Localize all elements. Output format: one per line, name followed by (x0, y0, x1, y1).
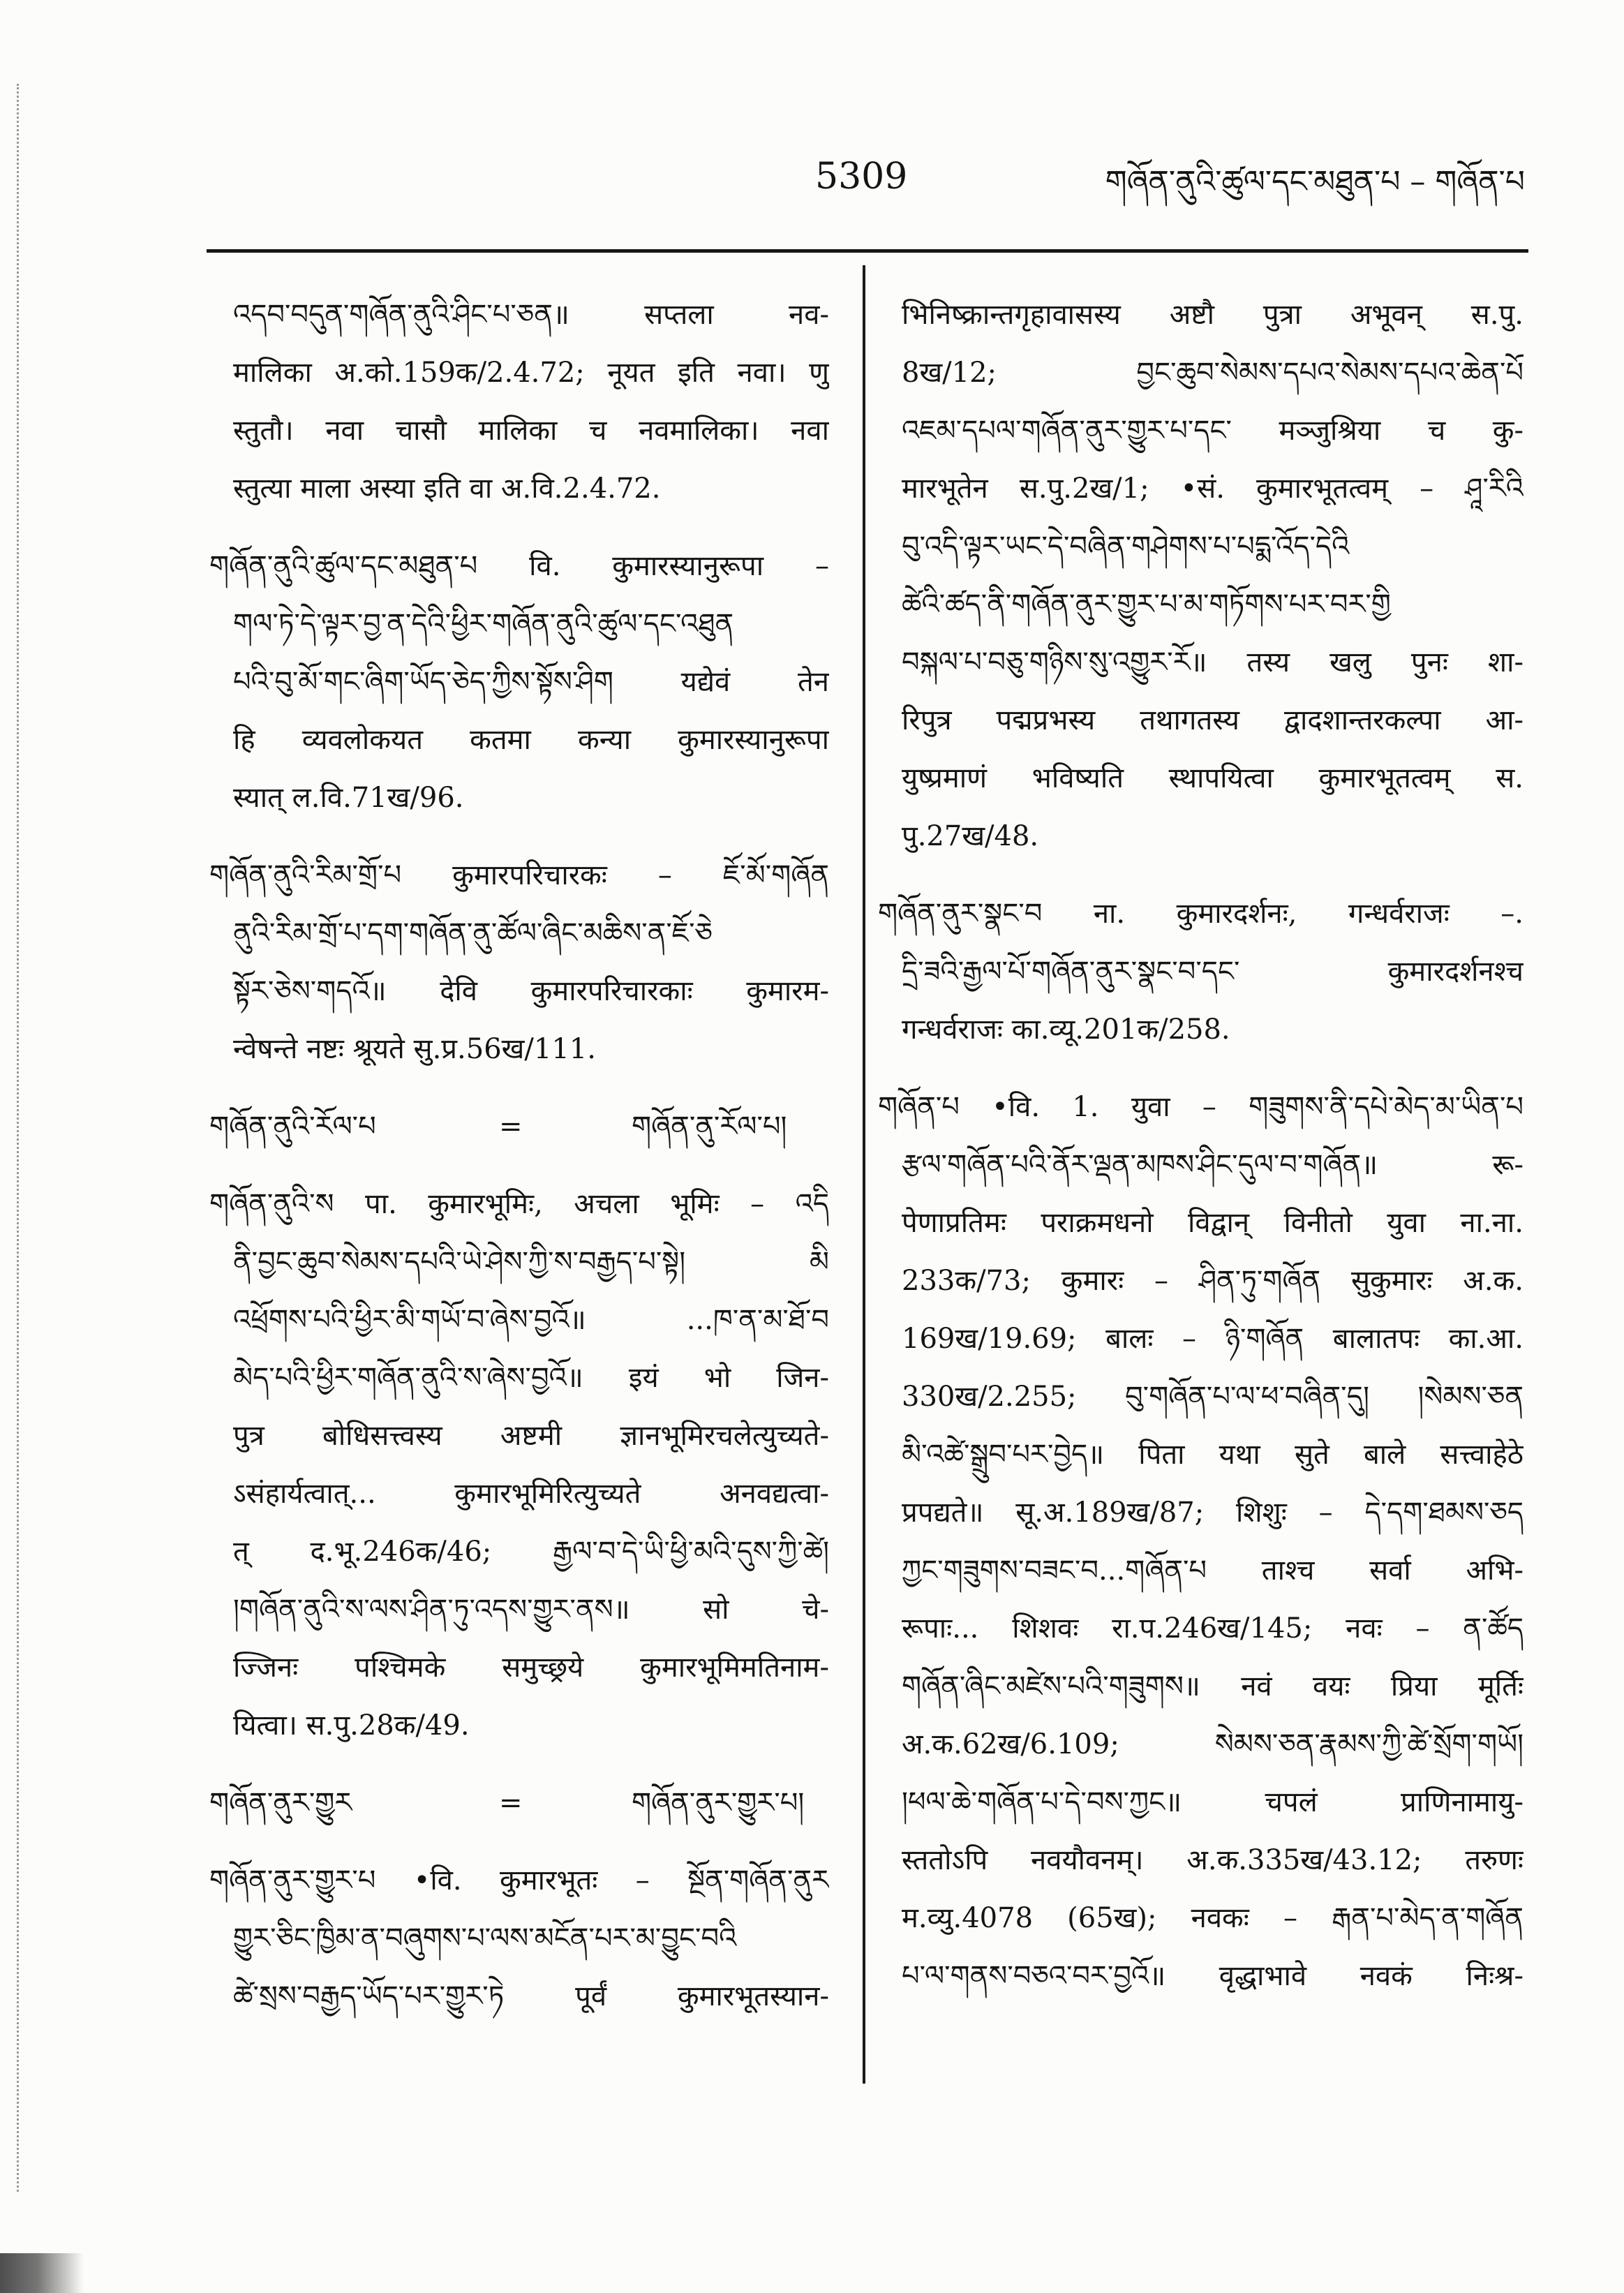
running-head: གཞོན་ནུའི་ཚུལ་དང་མཐུན་པ – གཞོན་པ (1105, 164, 1525, 200)
xref-equals-sign: = (499, 1111, 523, 1143)
entry-text-line: ནུའི་རིམ་གྲོ་པ་དག་གཞོན་ནུ་ཚོལ་ཞིང་མཆིས་ན་ཇོ་ཅེ (233, 917, 713, 949)
dictionary-entry-continued (209, 286, 829, 518)
entry-text-line: དྲི་ཟའི་རྒྱལ་པོ་གཞོན་ནུར་སྣང་བ་དང་ कुमारदर्शनश्च (902, 956, 1524, 988)
dictionary-entry (209, 1175, 829, 1755)
entry-text-line: स्तुत्या माला अस्या इति वा अ.वि.2.4.72. (233, 473, 661, 505)
entry-text-line: 8ख/12; བྱང་ཆུབ་སེམས་དཔའ་སེམས་དཔའ་ཆེན་པོ (902, 357, 1524, 389)
entry-text-line: སྟོར་ཅེས་གདའོ॥ देवि कुमारपरिचारकाः कुमारम- (233, 975, 829, 1007)
cross-reference-entry (209, 1098, 829, 1156)
entry-text-line: གྱུར་ཅིང་ཁྱིམ་ན་བཞུགས་པ་ལས་མངོན་པར་མ་བྱུང་བའི (233, 1922, 737, 1954)
entry-text-line: ज्जिनः पश्चिमके समुच्छ्रये कुमारभूमिमतिनाम- (233, 1652, 829, 1684)
entry-text-line: पु.27ख/48. (902, 820, 1039, 852)
entry-text-line: ཀྱང་གཟུགས་བཟང་བ...གཞོན་པ ताश्च सर्वा अभि- (902, 1554, 1524, 1587)
xref-target: གཞོན་ནུ་རོལ་པ། (632, 1111, 787, 1143)
entry-text-line: रिपुत्र पद्मप्रभस्य तथागतस्य द्वादशान्तरकल्पा आ- (902, 704, 1524, 736)
entry-text-line: འཇམ་དཔལ་གཞོན་ནུར་གྱུར་པ་དང་ मञ्जुश्रिया च कु- (902, 415, 1524, 447)
entry-headword-line: གཞོན་ནུའི་རིམ་གྲོ་པ कुमारपरिचारकः – ཇོ་མོ་གཞོན (209, 859, 829, 891)
entry-text-line: हि व्यवलोकयत कतमा कन्या कुमारस्यानुरूपा (233, 724, 829, 756)
entry-text-line: प्रपद्यते॥ सू.अ.189ख/87; शिशुः – དེ་དག་ཐམས་ཅད (902, 1497, 1524, 1529)
entry-text-line: अ.क.62ख/6.109; སེམས་ཅན་རྣམས་ཀྱི་ཚེ་སྲོག་གཡོ། (902, 1728, 1524, 1760)
entry-text-line: །གཞོན་ནུའི་ས་ལས་ཤིན་ཏུ་འདས་གྱུར་ནས॥ सो चे- (233, 1594, 829, 1626)
entry-text-line: པའི་བུ་མོ་གང་ཞིག་ཡོད་ཅེད་ཀྱིས་སྟོས་ཤིག यद्येवं तेन (233, 666, 829, 698)
entry-headword-line: གཞོན་ནུར་གྱུར་པ •वि. कुमारभूतः – སྔོན་གཞོན་ནུར (209, 1864, 829, 1897)
entry-text-line: स्यात् ल.वि.71ख/96. (233, 782, 464, 814)
entry-text-line: म.व्यु.4078 (65ख); नवकः – རྒན་པ་མེད་ན་གཞོན (902, 1902, 1524, 1934)
entry-text-line: གཞོན་ཞིང་མཛེས་པའི་གཟུགས॥ नवं वयः प्रिया मूर्तिः (902, 1670, 1524, 1702)
scan-edge-mark (17, 84, 19, 2192)
left-column (209, 286, 829, 2101)
dictionary-entry (209, 1852, 829, 2026)
entry-text-line: 330ख/2.255; བུ་གཞོན་པ་ལ་ཕ་བཞིན་དུ། །སེམས་ཅན (902, 1381, 1524, 1413)
dictionary-entry-continued (878, 286, 1524, 866)
cross-reference-entry (209, 1774, 829, 1832)
entry-text-line: पुत्र बोधिसत्त्वस्य अष्टमी ज्ञानभूमिरचलेत्युच्यते- (233, 1420, 829, 1452)
entry-text-line: युष्प्रमाणं भविष्यति स्थापयित्वा कुमारभूतत्वम् स. (902, 762, 1524, 794)
xref-headword: གཞོན་ནུའི་རོལ་པ (209, 1111, 376, 1143)
entry-text-line: पेणाप्रतिमः पराक्रमधनो विद्वान् विनीतो युवा ना.ना. (902, 1207, 1524, 1239)
entry-text-line: यित्वा। स.पु.28क/49. (233, 1709, 470, 1742)
entry-text-line: བུ་འདི་ལྟར་ཡང་དེ་བཞིན་གཤེགས་པ་པདྨ་འོད་དེའི (902, 530, 1350, 563)
right-column (878, 286, 1524, 2101)
page-number: 5309 (815, 156, 908, 198)
entry-text-line: मालिका अ.को.159क/2.4.72; नूयत इति नवा। णु (233, 357, 829, 389)
entry-text-line: त् द.भू.246क/46; རྒྱལ་བ་དེ་ཡི་ཕྱི་མའི་དུས་ཀྱི་ཚེ། (233, 1536, 829, 1568)
entry-text-line: गन्धर्वराजः का.व्यू.201क/258. (902, 1014, 1230, 1046)
entry-text-line: འདབ་བདུན་གཞོན་ནུའི་ཤིང་པ་ཅན॥ सप्तला नव- (233, 299, 829, 331)
dictionary-entry (209, 537, 829, 827)
xref-target: གཞོན་ནུར་གྱུར་པ། (632, 1787, 805, 1819)
entry-text-line: 169ख/19.69; बालः – ཉི་གཞོན बालातपः का.आ. (902, 1323, 1524, 1355)
entry-headword-line: གཞོན་ནུའི་ས पा. कुमारभूमिः, अचला भूमिः – འདི (209, 1188, 829, 1220)
entry-text-line: ऽसंहार्यत्वात्... कुमारभूमिरित्युच्यते अनवद्यत्वा- (233, 1478, 829, 1510)
column-divider (863, 265, 865, 2084)
entry-text-line: न्वेषन्ते नष्टः श्रूयते सु.प्र.56ख/111. (233, 1033, 596, 1065)
entry-headword-line: གཞོན་པ •वि. 1. युवा – གཟུགས་ནི་དཔེ་མེད་མ་ཡིན་པ (878, 1091, 1524, 1123)
entry-text-line: མི་འཚེ་སྒྲུབ་པར་བྱེད॥ पिता यथा सुते बाले सत्त्वाहेठे (902, 1439, 1524, 1471)
entry-text-line: །ཕལ་ཆེ་གཞོན་པ་དེ་བས་ཀྱང॥ चपलं प्राणिनामायु- (902, 1786, 1524, 1818)
entry-text-line: 233क/73; कुमारः – ཤིན་ཏུ་གཞོན सुकुमारः अ.क. (902, 1265, 1524, 1297)
entry-text-line: འཕྲོགས་པའི་ཕྱིར་མི་གཡོ་བ་ཞེས་བྱའོ॥ ...ཁ་ན་མ་ཐོ་བ (233, 1304, 829, 1336)
scan-smudge (0, 2253, 84, 2293)
dictionary-entry (878, 885, 1524, 1059)
entry-text-line: རྩལ་གཞོན་པའི་ནོར་ལྡན་མཁས་ཤིང་དུལ་བ་གཞོན॥ रू- (902, 1149, 1524, 1181)
entry-text-line: པ་ལ་གནས་བཅའ་བར་བྱའོ॥ वृद्धाभावे नवकं निःश्र- (902, 1960, 1524, 1992)
header-rule (207, 249, 1528, 253)
entry-text-line: ནི་བྱང་ཆུབ་སེམས་དཔའི་ཡེ་ཤེས་ཀྱི་ས་བརྒྱད་པ་སྟེ། མི (233, 1246, 829, 1278)
entry-text-line: ཚེའི་ཚད་ནི་གཞོན་ནུར་གྱུར་པ་མ་གཏོགས་པར་བར་གྱི (902, 588, 1391, 621)
entry-headword-line: གཞོན་ནུར་སྣང་བ ना. कुमारदर्शनः, गन्धर्वराजः –. (878, 898, 1524, 930)
entry-text-line: भिनिष्क्रान्तगृहावासस्य अष्टौ पुत्रा अभूवन् स.पु. (902, 299, 1524, 331)
entry-text-line: མེད་པའི་ཕྱིར་གཞོན་ནུའི་ས་ཞེས་བྱའོ॥ इयं भो जिन- (233, 1362, 829, 1394)
entry-text-line: བསྐལ་པ་བཅུ་གཉིས་སུ་འགྱུར་རོ॥ तस्य खलु पुनः शा- (902, 646, 1524, 678)
xref-equals-sign: = (499, 1787, 523, 1819)
dictionary-entry (878, 1078, 1524, 2005)
xref-headword: གཞོན་ནུར་གྱུར (209, 1787, 352, 1819)
entry-text-line: रूपाः... शिशवः रा.प.246ख/145; नवः – ན་ཚོད (902, 1612, 1524, 1645)
dictionary-entry (209, 847, 829, 1078)
entry-text-line: स्ततोऽपि नवयौवनम्। अ.क.335ख/43.12; तरुणः (902, 1844, 1524, 1876)
entry-text-line: मारभूतेन स.पु.2ख/1; •सं. कुमारभूतत्वम् – ཤཱ་རིའི (902, 473, 1524, 505)
entry-text-line: स्तुतौ। नवा चासौ मालिका च नवमालिका। नवा (233, 415, 829, 447)
entry-headword-line: གཞོན་ནུའི་ཚུལ་དང་མཐུན་པ वि. कुमारस्यानुरूपा – (209, 550, 829, 582)
entry-text-line: གལ་ཏེ་དེ་ལྟར་བྱ་ན་དེའི་ཕྱིར་གཞོན་ནུའི་ཚུལ་དང་འཐུན (233, 608, 734, 640)
entry-text-line: ཚེ་སྲས་བརྒྱད་ཡོད་པར་གྱུར་ཏེ पूर्वं कुमारभूतस्यान- (233, 1980, 829, 2012)
